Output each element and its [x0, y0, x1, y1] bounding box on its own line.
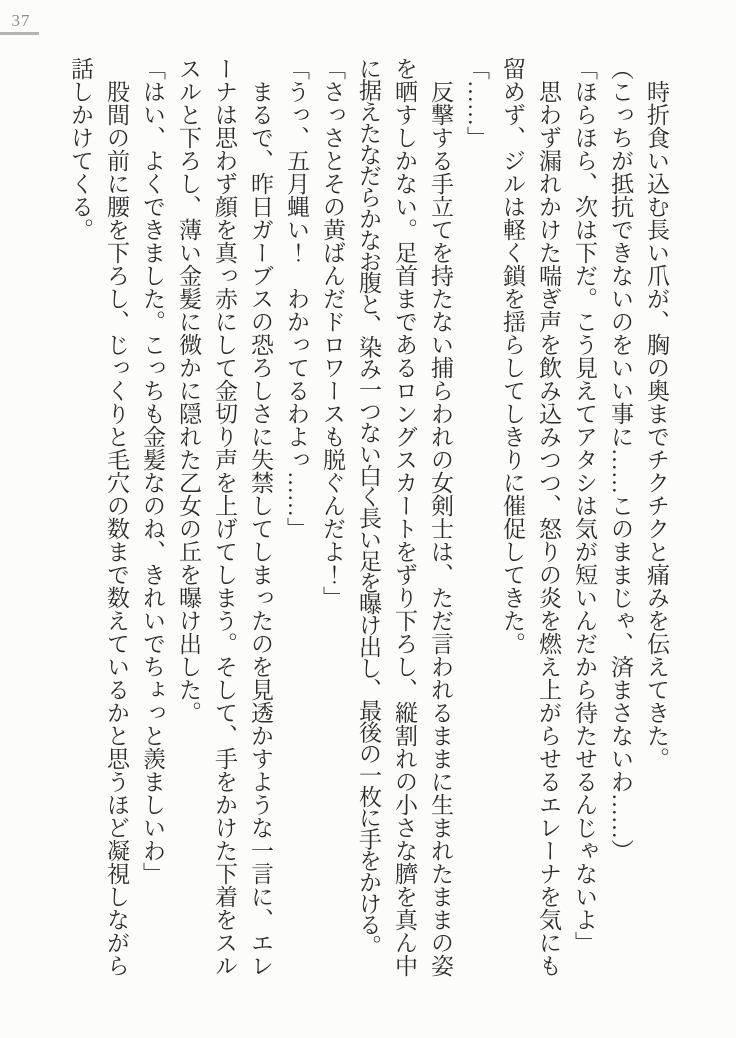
text-line: に据えたなだらかなお腹と、染み一つない白く長い足を曝け出し、最後の一枚に手をかける。 [356, 57, 381, 956]
text-line: スルと下ろし、薄い金髪に微かに隠れた乙女の丘を曝け出した。 [176, 57, 201, 724]
text-line: 時折食い込む長い爪が、胸の奥までチクチクと痛みを伝えてきた。 [644, 80, 669, 770]
text-line: 「うっ、五月蝿い！ わかってるわよっ……」 [284, 57, 309, 540]
text-line: 話しかけてくる。 [68, 57, 93, 241]
text-line: 「はい、よくできました。こっちも金髪なのね、きれいでちょっと羨ましいわ」 [140, 57, 165, 885]
text-line: ーナは思わず顔を真っ赤にして金切り声を上げてしまう。そして、手をかけた下着をスル [212, 57, 237, 977]
text-line: 「……」 [464, 57, 489, 149]
text-line: 「ほらほら、次は下だ。こう見えてアタシは気が短いんだから待たせるんじゃないよ」 [572, 57, 597, 954]
page-number: 37 [11, 11, 31, 30]
text-line: （こっちが抵抗できないのをいい事に……このままじゃ、済まさないわ……） [608, 57, 633, 862]
text-line: 股間の前に腰を下ろし、じっくりと毛穴の数まで数えているかと思うほど凝視しながら [104, 80, 129, 977]
page-text-area [62, 57, 674, 992]
text-line: まるで、昨日ガーブスの恐ろしさに失禁してしまったのを見透かすような一言に、エレ [248, 80, 273, 977]
text-line: 留めず、ジルは軽く鎖を揺らしてしきりに催促してきた。 [500, 57, 525, 655]
text-line: 反撃する手立てを持たない捕らわれの女剣士は、ただ言われるままに生まれたままの姿 [428, 80, 453, 977]
page-number-rule [0, 32, 39, 35]
text-line: 「さっさとその黄ばんだドロワースも脱ぐんだよ！」 [320, 57, 345, 609]
text-line: を晒すしかない。足首まであるロングスカートをずり下ろし、縦割れの小さな臍を真ん中 [392, 57, 417, 977]
text-line: 思わず漏れかけた喘ぎ声を飲み込みつつ、怒りの炎を燃え上がらせるエレーナを気にも [536, 80, 561, 977]
